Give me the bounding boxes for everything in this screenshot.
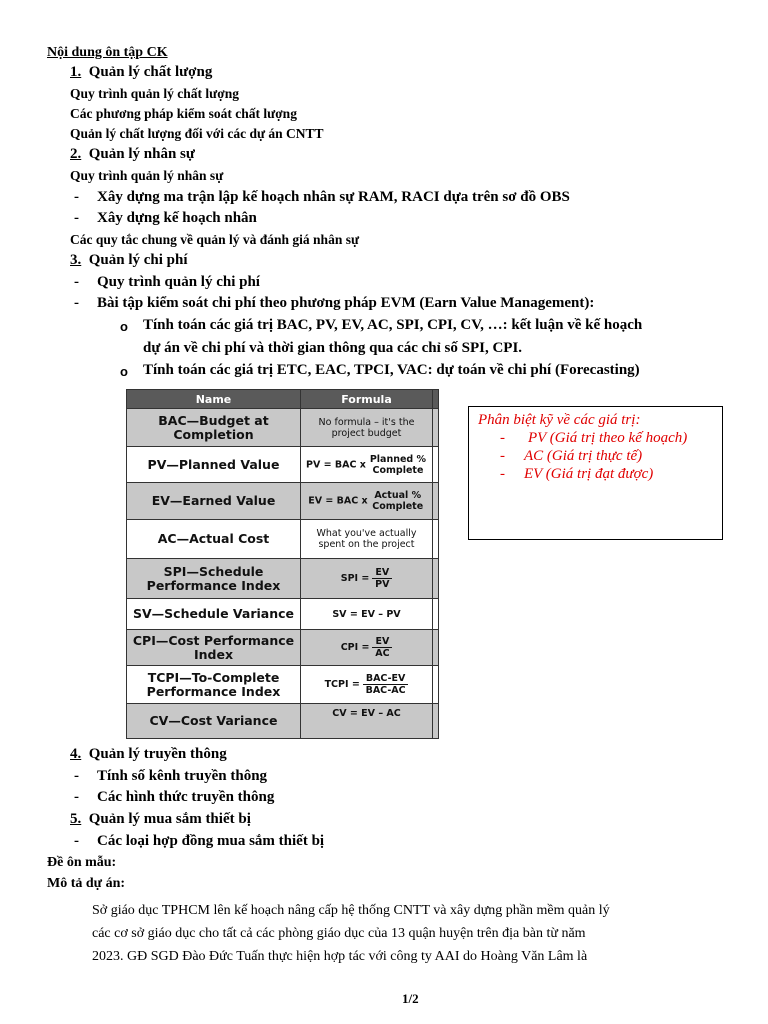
table-edge [433,409,439,447]
note-title: Phân biệt kỹ về các giá trị: [478,412,641,428]
column-header-name: Name [127,390,301,409]
s2-bullet-2: Xây dựng kế hoạch nhân [97,210,257,226]
table-edge [433,447,439,483]
section-2-title [70,146,195,163]
evm-formula-table [126,389,439,739]
section-2-label: Quản lý nhân sự [88,146,195,162]
page-number: 1/2 [402,991,419,1006]
row-formula-ac: What you've actually spent on the project [301,520,433,559]
s5-bullet-1: Các loại hợp đồng mua sắm thiết bị [97,833,325,849]
dash-marker: - [74,274,79,290]
paragraph-line-2: các cơ sở giáo dục cho tất cả các phòng giáo dục của 13 quận huyện trên địa bàn từ năm [92,926,586,941]
table-row [127,447,439,483]
dash-marker: - [500,430,505,446]
section-1-title [70,64,212,81]
row-name-ev: EV—Earned Value [127,483,301,520]
s1-item-1: Quy trình quản lý chất lượng [70,86,239,101]
sample-label: Đề ôn mẫu: [47,855,117,870]
row-formula-cpi [301,630,433,666]
table-row [127,704,439,739]
dash-marker: - [74,789,79,805]
note-item-ev: EV (Giá trị đạt được) [524,466,654,482]
row-formula-tcpi [301,666,433,704]
s1-item-2: Các phương pháp kiểm soát chất lượng [70,106,297,121]
s4-bullet-2: Các hình thức truyền thông [97,789,275,805]
table-edge [433,483,439,520]
formula-left: EV = BAC x [308,495,368,507]
circle-bullet-icon: o [120,364,128,379]
table-row [127,483,439,520]
s4-bullet-1: Tính số kênh truyền thông [97,768,268,784]
fraction-denominator: PV [375,579,390,590]
table-edge [433,520,439,559]
formula-left: PV = BAC x [306,459,366,470]
table-row [127,599,439,630]
table-row [127,666,439,704]
table-row [127,559,439,599]
dash-marker: - [74,833,79,849]
dash-marker: - [500,448,505,464]
s2-intro: Quy trình quản lý nhân sự [70,168,224,183]
section-5-number: 5. [70,811,82,827]
row-name-cv: CV—Cost Variance [127,704,301,739]
row-formula-ev [301,483,433,520]
section-4-number: 4. [70,746,82,762]
s2-bullet-1: Xây dựng ma trận lập kế hoạch nhân sự RAM, RACI dựa trên sơ đồ OBS [97,189,570,205]
dash-marker: - [74,189,79,205]
section-1-number: 1. [70,64,82,80]
row-name-pv: PV—Planned Value [127,447,301,483]
row-name-ac: AC—Actual Cost [127,520,301,559]
table-edge [433,559,439,599]
paragraph-line-1: Sở giáo dục TPHCM lên kế hoạch nâng cấp hệ thống CNTT và xây dựng phần mềm quản lý [92,903,610,918]
section-5-title [70,811,251,828]
row-name-cpi: CPI—Cost Performance Index [127,630,301,666]
s3-bullet-1: Quy trình quản lý chi phí [97,274,260,290]
section-3-title [70,252,188,269]
s3-bullet-2: Bài tập kiểm soát chi phí theo phương pháp EVM (Earn Value Management): [97,295,595,311]
section-5-label: Quản lý mua sắm thiết bị [88,811,251,827]
s1-item-3: Quản lý chất lượng đối với các dự án CNTT [70,126,324,141]
section-3-label: Quản lý chi phí [88,252,188,268]
section-4-label: Quản lý truyền thông [88,746,227,762]
page-heading: Nội dung ôn tập CK [47,45,168,60]
fraction-denominator: BAC-AC [365,685,406,696]
fraction-numerator: BAC-EV [363,673,409,685]
fraction [363,673,409,696]
s3-sub-1-line-2: dự án về chi phí và thời gian thông qua các chỉ số SPI, CPI. [143,340,523,356]
section-3-number: 3. [70,252,82,268]
table-header-row [127,390,439,409]
formula-left: SPI = [340,573,370,584]
formula-left: TCPI = [324,679,360,690]
table-edge [433,704,439,739]
row-name-spi: SPI—Schedule Performance Index [127,559,301,599]
s3-sub-2-line-1: Tính toán các giá trị ETC, EAC, TPCI, VAC: dự toán về chi phí (Forecasting) [143,362,640,378]
row-name-sv: SV—Schedule Variance [127,599,301,630]
column-header-formula: Formula [301,390,433,409]
table-edge [433,390,439,409]
fraction [372,636,392,659]
s3-sub-1-line-1: Tính toán các giá trị BAC, PV, EV, AC, SPI, CPI, CV, …: kết luận về kế hoạch [143,317,643,333]
table-row [127,630,439,666]
row-name-bac: BAC—Budget at Completion [127,409,301,447]
row-name-tcpi: TCPI—To-Complete Performance Index [127,666,301,704]
table-edge [433,599,439,630]
table-edge [433,666,439,704]
row-formula-pv [301,447,433,483]
fraction-numerator: EV [372,636,392,648]
formula-right: Actual % Complete [372,490,424,512]
row-formula-spi [301,559,433,599]
row-formula-sv: SV = EV – PV [301,599,433,630]
fraction-numerator: EV [372,567,392,579]
table-edge [433,630,439,666]
dash-marker: - [74,768,79,784]
dash-marker: - [74,210,79,226]
note-box [468,406,723,540]
dash-marker: - [74,295,79,311]
row-formula-bac: No formula – it's the project budget [301,409,433,447]
table-row [127,409,439,447]
section-4-title [70,746,227,763]
circle-bullet-icon: o [120,319,128,334]
note-item-ac: AC (Giá trị thực tế) [524,448,643,464]
formula-right: Planned % Complete [369,453,427,476]
section-1-label: Quản lý chất lượng [88,64,213,80]
paragraph-line-3: 2023. GĐ SGD Đào Đức Tuấn thực hiện hợp tác với công ty AAI do Hoàng Văn Lâm là [92,949,588,964]
table-row [127,520,439,559]
s2-outro: Các quy tắc chung về quản lý và đánh giá nhân sự [70,232,360,247]
project-label: Mô tả dự án: [47,876,126,891]
note-item-pv: PV (Giá trị theo kế hoạch) [528,430,688,446]
formula-left: CPI = [340,642,370,653]
row-formula-cv: CV = EV – AC [301,704,433,739]
dash-marker: - [500,466,505,482]
section-2-number: 2. [70,146,82,162]
fraction-denominator: AC [375,648,390,659]
fraction [372,567,392,590]
